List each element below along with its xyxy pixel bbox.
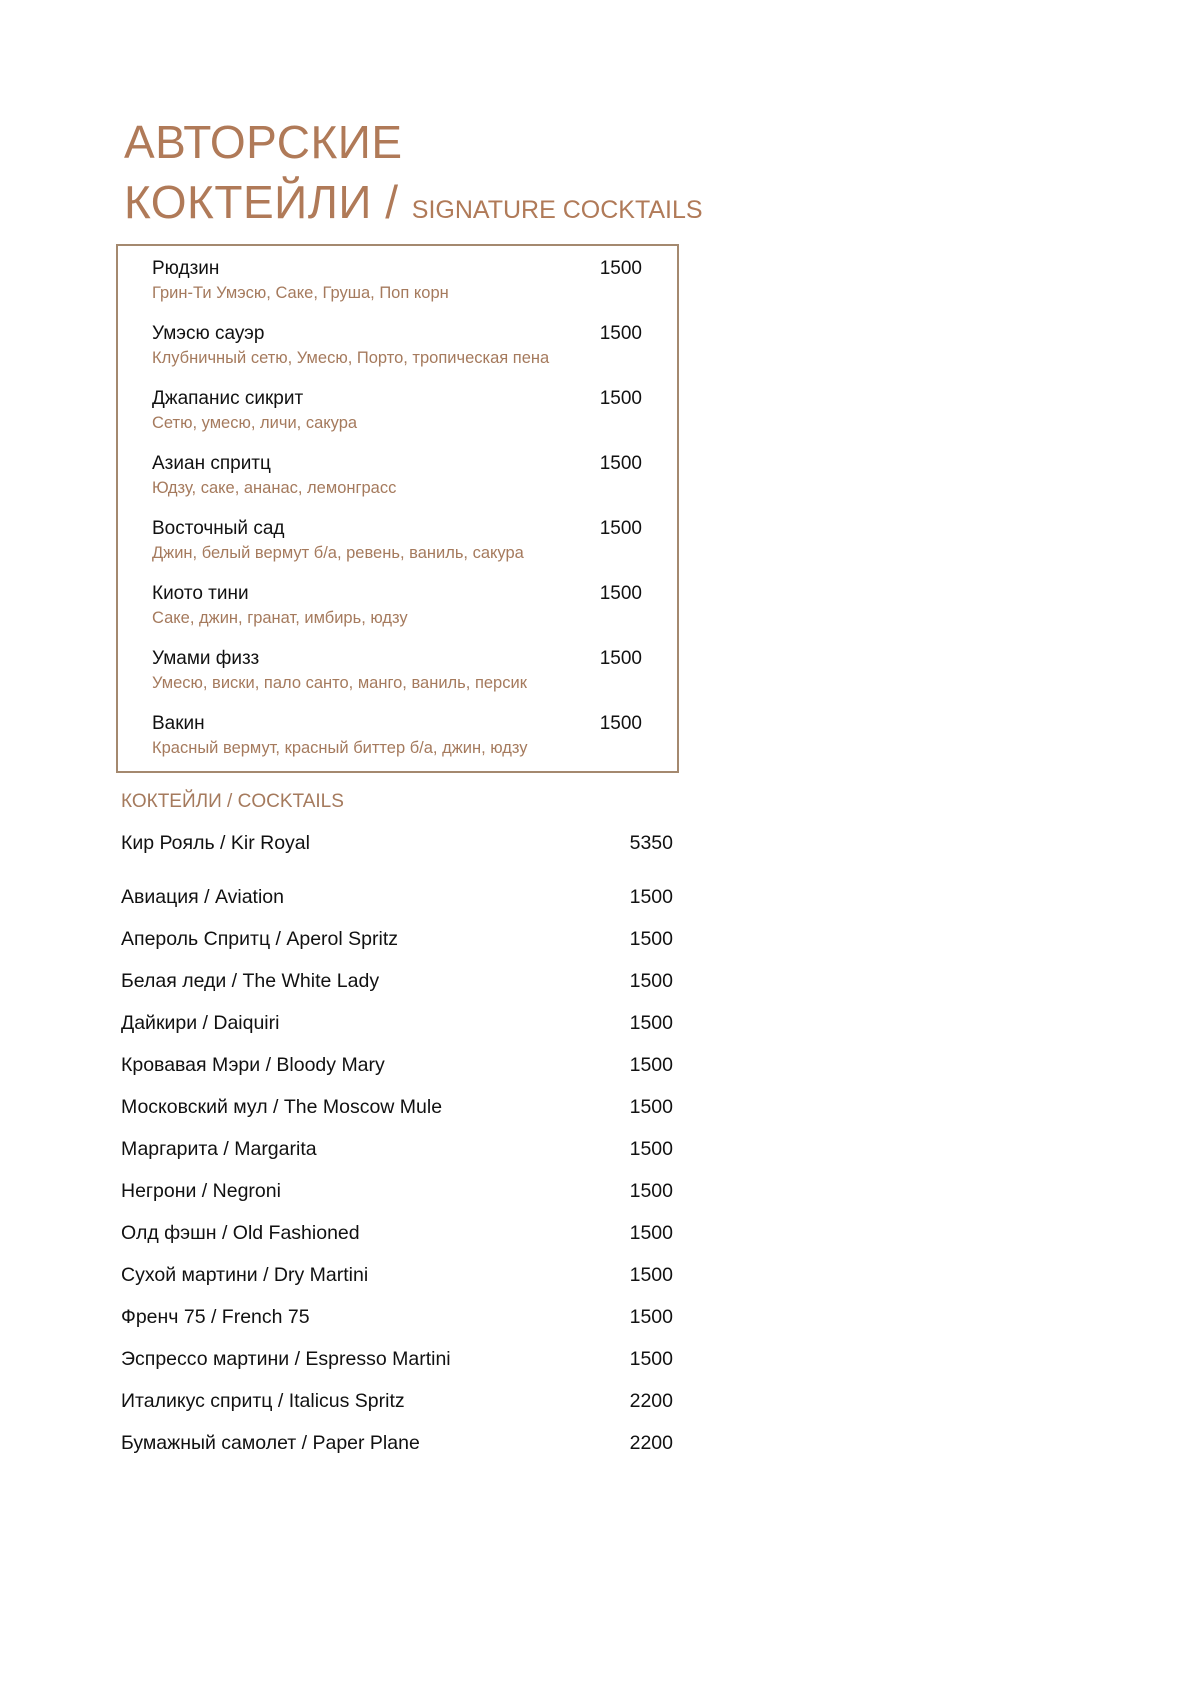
title-line-1: АВТОРСКИЕ <box>124 116 403 168</box>
item-name: Рюдзин <box>152 258 220 279</box>
item-name: Олд фэшн / Old Fashioned <box>121 1222 360 1244</box>
item-name: Авиация / Aviation <box>121 886 284 908</box>
item-name: Азиан спритц <box>152 453 271 474</box>
item-description: Умесю, виски, пало санто, манго, ваниль, персик <box>152 674 527 692</box>
item-price: 1500 <box>629 928 673 950</box>
signature-item <box>152 453 642 518</box>
item-price: 1500 <box>599 713 642 734</box>
item-name: Кир Рояль / Kir Royal <box>121 832 310 854</box>
item-price: 1500 <box>629 1348 673 1370</box>
item-price: 1500 <box>629 1054 673 1076</box>
item-price: 2200 <box>629 1390 673 1412</box>
item-description: Грин-Ти Умэсю, Саке, Груша, Поп корн <box>152 284 449 302</box>
item-name: Московский мул / The Moscow Mule <box>121 1096 443 1118</box>
item-name: Вакин <box>152 713 205 734</box>
item-price: 1500 <box>629 1222 673 1244</box>
item-name: Умами физз <box>152 648 260 669</box>
item-price: 1500 <box>599 583 642 604</box>
cocktail-item <box>121 1264 673 1306</box>
item-description: Сетю, умесю, личи, сакура <box>152 414 358 432</box>
signature-item <box>152 323 642 388</box>
item-price: 1500 <box>599 388 642 409</box>
cocktail-item <box>121 928 673 970</box>
item-description: Саке, джин, гранат, имбирь, юдзу <box>152 609 408 627</box>
cocktail-item <box>121 1222 673 1264</box>
cocktail-item <box>121 832 673 886</box>
item-price: 1500 <box>629 1096 673 1118</box>
cocktail-item <box>121 1012 673 1054</box>
cocktail-item <box>121 886 673 928</box>
item-name: Сухой мартини / Dry Martini <box>121 1264 369 1286</box>
item-description: Джин, белый вермут б/а, ревень, ваниль, сакура <box>152 544 524 562</box>
item-description: Юдзу, саке, ананас, лемонграсс <box>152 479 397 497</box>
item-name: Кровавая Мэри / Bloody Mary <box>121 1054 385 1076</box>
cocktail-item <box>121 1054 673 1096</box>
item-name: Джапанис сикрит <box>152 388 304 409</box>
item-name: Умэсю сауэр <box>152 323 265 344</box>
signature-item <box>152 518 642 583</box>
item-price: 1500 <box>629 1012 673 1034</box>
item-price: 1500 <box>599 323 642 344</box>
item-name: Бумажный самолет / Paper Plane <box>121 1432 420 1454</box>
item-price: 1500 <box>599 453 642 474</box>
page-title <box>124 112 703 240</box>
item-description: Красный вермут, красный биттер б/а, джин, юдзу <box>152 739 528 757</box>
cocktail-item <box>121 970 673 1012</box>
item-price: 1500 <box>629 886 673 908</box>
item-price: 2200 <box>629 1432 673 1454</box>
item-price: 1500 <box>599 518 642 539</box>
item-price: 1500 <box>629 1180 673 1202</box>
title-subtitle: SIGNATURE COCKTAILS <box>411 196 703 224</box>
item-name: Апероль Спритц / Aperol Spritz <box>121 928 398 950</box>
signature-item <box>152 648 642 713</box>
item-price: 1500 <box>629 1264 673 1286</box>
cocktail-item <box>121 1138 673 1180</box>
cocktails-list <box>121 832 673 1474</box>
cocktail-item <box>121 1348 673 1390</box>
item-price: 1500 <box>599 258 642 279</box>
signature-item <box>152 258 642 323</box>
title-line-2 <box>124 172 703 240</box>
cocktail-item <box>121 1096 673 1138</box>
item-name: Маргарита / Margarita <box>121 1138 317 1160</box>
item-price: 1500 <box>599 648 642 669</box>
item-name: Эспрессо мартини / Espresso Martini <box>121 1348 451 1370</box>
item-name: Восточный сад <box>152 518 285 539</box>
item-name: Негрони / Negroni <box>121 1180 281 1202</box>
cocktails-section-title: КОКТЕЙЛИ / COCKTAILS <box>121 791 344 812</box>
title-main: КОКТЕЙЛИ / <box>124 176 399 228</box>
item-name: Италикус спритц / Italicus Spritz <box>121 1390 405 1412</box>
cocktail-item <box>121 1306 673 1348</box>
item-price: 1500 <box>629 1306 673 1328</box>
item-name: Дайкири / Daiquiri <box>121 1012 280 1034</box>
item-price: 1500 <box>629 1138 673 1160</box>
cocktail-item <box>121 1180 673 1222</box>
cocktail-item <box>121 1432 673 1474</box>
signature-item <box>152 388 642 453</box>
item-price: 1500 <box>629 970 673 992</box>
item-description: Клубничный сетю, Умесю, Порто, тропическая пена <box>152 349 550 367</box>
item-price: 5350 <box>629 832 673 854</box>
item-name: Белая леди / The White Lady <box>121 970 380 992</box>
signature-list <box>152 258 642 778</box>
signature-item <box>152 713 642 778</box>
item-name: Френч 75 / French 75 <box>121 1306 310 1328</box>
item-name: Киото тини <box>152 583 249 604</box>
cocktail-item <box>121 1390 673 1432</box>
signature-item <box>152 583 642 648</box>
